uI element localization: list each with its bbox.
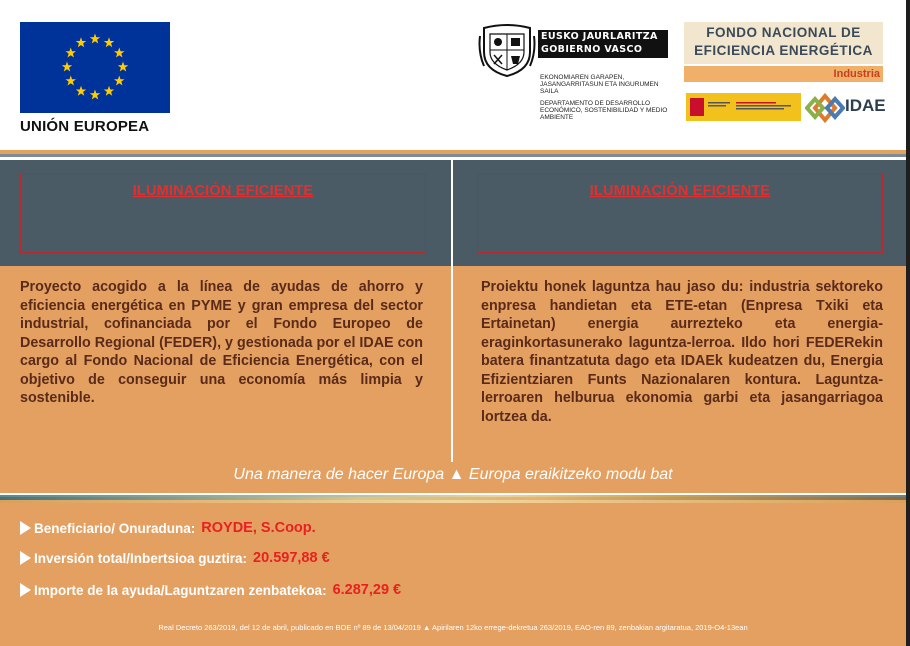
idae-text: IDAE bbox=[845, 96, 886, 115]
eu-star-icon bbox=[114, 48, 124, 58]
eu-star-icon bbox=[114, 76, 124, 86]
eu-star-icon bbox=[90, 34, 100, 44]
eu-star-icon bbox=[104, 37, 114, 47]
spain-ministry-logo-text bbox=[708, 101, 798, 114]
basque-shield-icon bbox=[478, 22, 536, 78]
fne-logo-block bbox=[684, 22, 886, 126]
fne-industry-label bbox=[684, 66, 883, 82]
basque-department-eu: EKONOMIAREN GARAPEN, JASANGARRITASUN ETA INGURUMEN SAILA bbox=[540, 74, 659, 95]
basque-name-eu: EUSKO JAURLARITZA bbox=[541, 31, 658, 42]
eu-star-icon bbox=[76, 86, 86, 96]
body-text-eu: Proiektu honek laguntza hau jaso du: industria sektoreko enpresa handietan eta ETE-etan (Enpresa Txiki eta Ertainetan) energia aurrezteko eta energia-eraginkortasunerako laguntza-lerroa. Ildo hori FEDERekin batera finantzatuta dago eta IDAEk kudeatzen du, Energia Efizientziaren Funts Nazionalaren kontura. Laguntza-lerroaren helburua ekonomia garbi eta jasangarriagoa lortzea da. bbox=[481, 279, 883, 425]
basque-department-es: DEPARTAMENTO DE DESARROLLO ECONÓMICO, SOSTENIBILIDAD Y MEDIO AMBIENTE bbox=[540, 100, 668, 121]
body-text-es: Proyecto acogido a la línea de ayudas de ahorro y eficiencia energética en PYME y gran empresa del sector industrial, cofinanciada por el Fondo Europeo de Desarrollo Regional (FEDER), y gestionada por el IDAE con cargo al Fondo Nacional de Eficiencia Energética, con el objetivo de conseguir una economía más limpia y sostenible. bbox=[20, 279, 423, 406]
aid-row bbox=[20, 579, 401, 601]
title-es: ILUMINACIÓN EFICIENTE bbox=[132, 183, 314, 199]
arrow-right-icon bbox=[20, 583, 31, 597]
investment-value: 20.597,88 € bbox=[253, 550, 330, 566]
arrow-right-icon bbox=[20, 521, 31, 535]
title-eu: ILUMINACIÓN EFICIENTE bbox=[589, 183, 771, 199]
color-stripe-band bbox=[0, 493, 906, 503]
beneficiary-label: Beneficiario/ Onuraduna: bbox=[34, 520, 196, 536]
fne-title-line1: FONDO NACIONAL DE bbox=[706, 25, 861, 40]
body-area bbox=[0, 266, 906, 462]
investment-label: Inversión total/Inbertsioa guztira: bbox=[34, 550, 248, 566]
aid-value: 6.287,29 € bbox=[332, 582, 402, 598]
eu-star-icon bbox=[66, 48, 76, 58]
title-band bbox=[0, 160, 906, 266]
legal-footnote: Real Decreto 263/2019, del 12 de abril, publicado en BOE nº 89 de 13/04/2019 ▲ Apirilaren 12ko errege-dekretua 263/2019, EAO-ren 89, zenbakian argitaratua, 2019-O4-13ean bbox=[158, 623, 748, 632]
column-divider bbox=[451, 160, 453, 462]
arrow-right-icon bbox=[20, 551, 31, 565]
investment-row bbox=[20, 547, 330, 569]
title-box-eu bbox=[477, 173, 883, 253]
basque-name-es: GOBIERNO VASCO bbox=[541, 44, 643, 55]
title-box-es bbox=[20, 173, 426, 253]
fne-industry-text: Industria bbox=[833, 68, 880, 80]
header bbox=[0, 0, 906, 150]
fne-title bbox=[684, 22, 883, 64]
info-area bbox=[0, 503, 906, 646]
beneficiary-value: ROYDE, S.Coop. bbox=[201, 520, 316, 536]
eu-flag-icon bbox=[20, 22, 170, 113]
idae-logo bbox=[805, 93, 886, 123]
beneficiary-row bbox=[20, 517, 316, 539]
eu-star-icon bbox=[104, 86, 114, 96]
motto: Una manera de hacer Europa ▲ Europa eraikitzeko modu bat bbox=[233, 466, 673, 483]
eu-star-icon bbox=[62, 62, 72, 72]
idae-diamond-icon bbox=[805, 93, 845, 123]
eu-star-icon bbox=[90, 90, 100, 100]
motto-band bbox=[0, 462, 906, 493]
spain-coat-of-arms-icon bbox=[690, 98, 704, 116]
fne-title-line2: EFICIENCIA ENERGÉTICA bbox=[694, 43, 873, 58]
divider-stripe bbox=[0, 157, 906, 159]
eu-star-icon bbox=[66, 76, 76, 86]
eu-star-icon bbox=[76, 37, 86, 47]
spain-government-logo bbox=[686, 93, 801, 121]
eu-star-icon bbox=[118, 62, 128, 72]
aid-label: Importe de la ayuda/Laguntzaren zenbatekoa: bbox=[34, 582, 327, 598]
eu-label: UNIÓN EUROPEA bbox=[20, 118, 150, 135]
basque-government-logo bbox=[478, 22, 678, 132]
basque-government-name bbox=[538, 30, 668, 58]
